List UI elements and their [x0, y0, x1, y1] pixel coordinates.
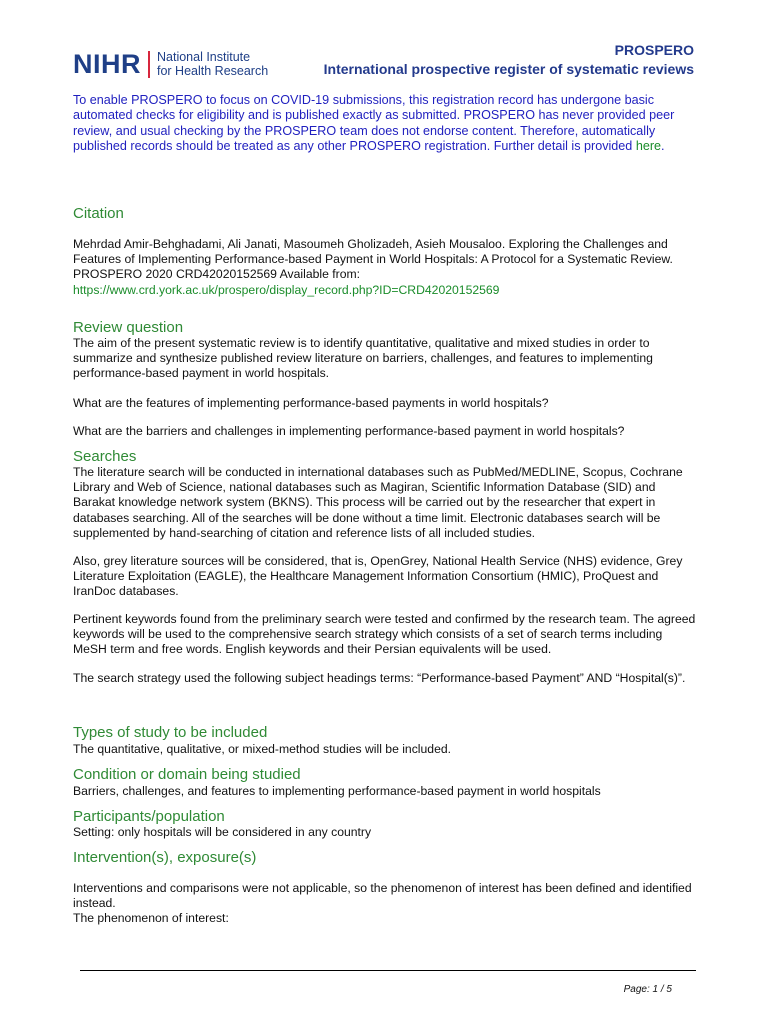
searches-p4: The search strategy used the following subject headings terms: “Performance-based Payment” AND “Hospital(s)”. — [73, 671, 686, 685]
logo-line-2: for Health Research — [157, 64, 269, 78]
condition-text: Barriers, challenges, and features to implementing performance-based payment in world hospitals — [73, 784, 601, 798]
citation-text-block — [73, 237, 698, 298]
participants-heading: Participants/population — [73, 808, 225, 825]
intervention-p2: The phenomenon of interest: — [73, 911, 229, 925]
review-question-p2: What are the features of implementing performance-based payments in world hospitals? — [73, 396, 549, 410]
header-titles — [324, 42, 694, 79]
searches-p2: Also, grey literature sources will be considered, that is, OpenGrey, National Health Service (NHS) evidence, Grey Literature Exploitation (EAGLE), the Healthcare Management Information Consortium (HMIC), ProQuest and IranDoc databases. — [73, 554, 683, 599]
citation-url[interactable]: https://www.crd.york.ac.uk/prospero/display_record.php?ID=CRD42020152569 — [73, 282, 500, 297]
participants-text: Setting: only hospitals will be considered in any country — [73, 825, 372, 839]
review-question-p1: The aim of the present systematic review is to identify quantitative, qualitative and mixed studies in order to summarize and synthesize published review literature on barriers, challenges, and features to implementing performance-based payment in world hospitals. — [73, 336, 653, 381]
citation-text: Mehrdad Amir-Behghadami, Ali Janati, Masoumeh Gholizadeh, Asieh Mousaloo. Exploring the Challenges and Features of Implementing Performance-based Payment in World Hospitals: A Protocol for a Systematic Review. PROSPERO 2020 CRD42020152569 Available from: — [73, 237, 673, 282]
review-question-heading: Review question — [73, 319, 184, 336]
header-title: PROSPERO — [614, 42, 694, 58]
logo-wordmark: NIHR — [73, 49, 141, 79]
notice-text: To enable PROSPERO to focus on COVID-19 submissions, this registration record has undergone basic automated checks for eligibility and is published exactly as submitted. PROSPERO has never provided peer review, and usual checking by the PROSPERO team does not endorse content. Therefore, automatically published records should be treated as any other PROSPERO registration. Further detail is provided — [73, 93, 675, 153]
footer-divider — [80, 970, 696, 971]
notice-end: . — [661, 138, 665, 153]
nihr-logo — [73, 50, 268, 78]
notice-link[interactable]: here — [635, 138, 662, 153]
logo-divider — [148, 51, 150, 78]
intervention-heading: Intervention(s), exposure(s) — [73, 849, 257, 866]
covid-notice — [73, 93, 698, 154]
header-subtitle: International prospective register of systematic reviews — [323, 61, 694, 77]
searches-p1: The literature search will be conducted in international databases such as PubMed/MEDLINE, Scopus, Cochrane Library and Web of Science, national databases such as Magiran, Scientific Information Database (SID) and Barakat knowledge network system (BKNS). This process will be carried out by the researcher that expert in databases searching. All of the searches will be done without a time limit. Electronic databases search will be supplemented by hand-searching of citation and reference lists of all included studies. — [73, 465, 683, 540]
logo-line-1: National Institute — [157, 50, 251, 64]
page-number: Page: 1 / 5 — [623, 984, 672, 995]
searches-heading: Searches — [73, 448, 137, 465]
types-heading: Types of study to be included — [73, 724, 268, 741]
intervention-p1: Interventions and comparisons were not applicable, so the phenomenon of interest has been defined and identified instead. — [73, 881, 692, 911]
citation-heading: Citation — [73, 205, 124, 222]
searches-p3: Pertinent keywords found from the preliminary search were tested and confirmed by the research team. The agreed keywords will be used to the comprehensive search strategy which consists of a set of search terms including MeSH term and free words. English keywords and their Persian equivalents will be used. — [73, 612, 696, 657]
types-text: The quantitative, qualitative, or mixed-method studies will be included. — [73, 742, 452, 756]
logo-full-name — [157, 50, 268, 78]
condition-heading: Condition or domain being studied — [73, 766, 301, 783]
review-question-p3: What are the barriers and challenges in implementing performance-based payment in world hospitals? — [73, 424, 625, 438]
